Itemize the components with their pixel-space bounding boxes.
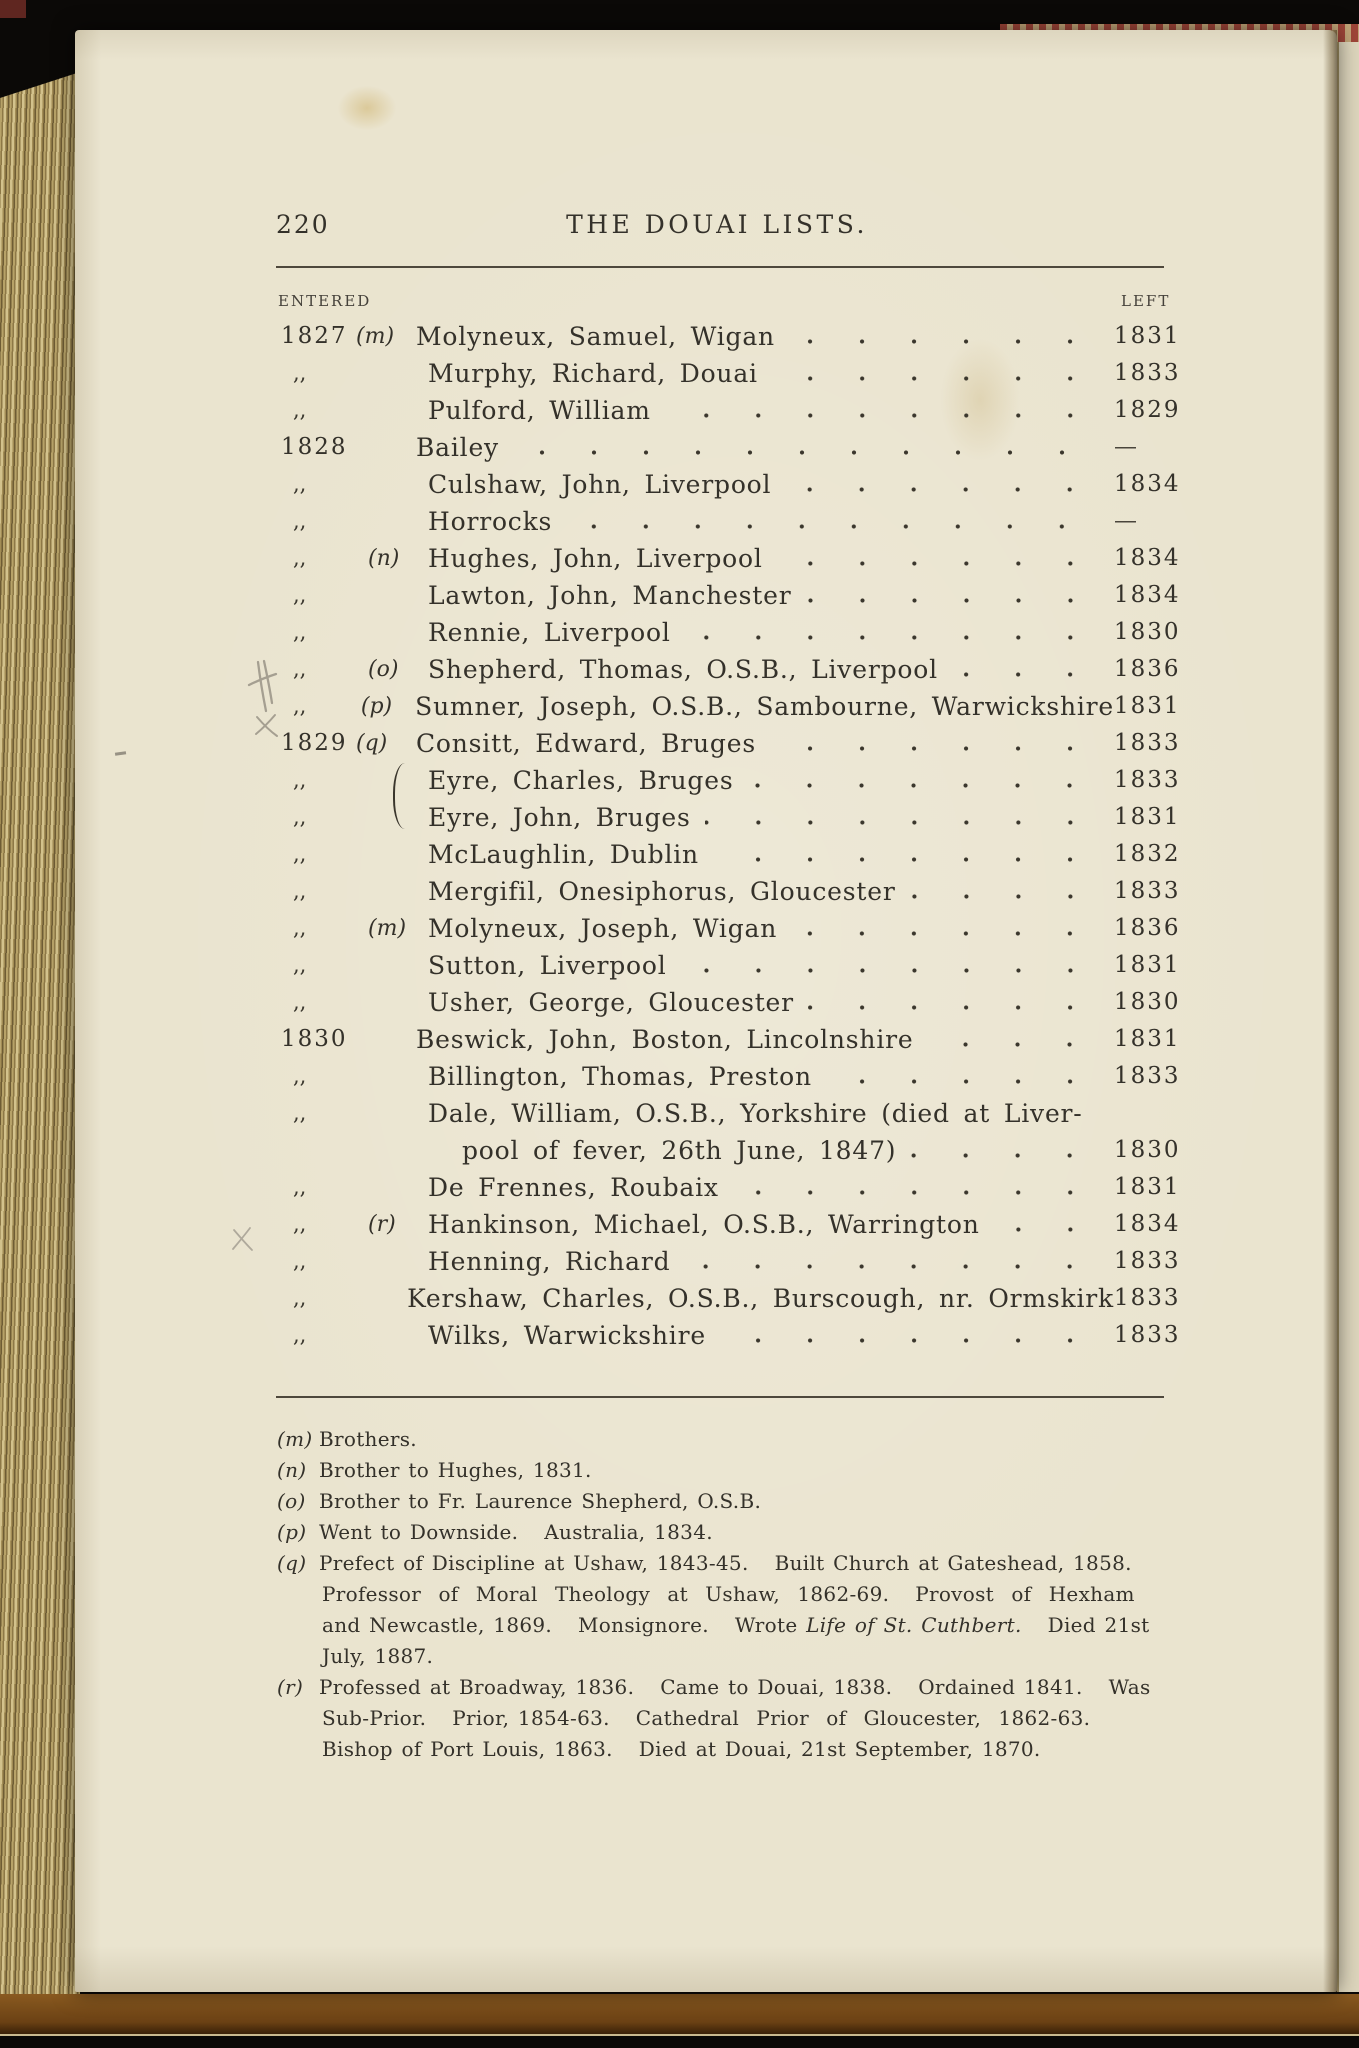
footnote-ref: [368, 836, 428, 873]
footnote-rule: [276, 1396, 1164, 1398]
dot-leader: [756, 725, 1114, 762]
footnote-ref: [368, 466, 428, 503]
left-year: [1114, 1095, 1176, 1132]
page-title: THE DOUAI LISTS.: [566, 210, 868, 239]
entered-year: ,,: [293, 990, 307, 1014]
left-year: 1830: [1114, 619, 1181, 645]
student-name: Usher, George, Gloucester: [428, 988, 794, 1017]
footnote-label: (q): [277, 1551, 307, 1575]
left-year: 1829: [1114, 397, 1181, 423]
footnote-text: Brother to Hughes, 1831.: [319, 1458, 592, 1482]
left-column-header: LEFT: [1121, 292, 1171, 310]
entered-year: ,,: [293, 620, 307, 644]
dot-leader: [812, 1058, 1114, 1095]
table-row: [281, 1095, 1176, 1132]
student-name: Henning, Richard: [428, 1247, 671, 1276]
student-name: Dale, William, O.S.B., Yorkshire (died at Liver-: [428, 1099, 1083, 1128]
dot-leader: [667, 947, 1114, 984]
student-name: Eyre, Charles, Bruges: [428, 766, 734, 795]
student-name: Hughes, John, Liverpool: [428, 544, 763, 573]
dot-leader: [670, 1243, 1114, 1280]
left-page-edges: [0, 72, 80, 2000]
table-row: [281, 1280, 1181, 1317]
student-name: Bailey: [416, 433, 499, 462]
left-year: —: [1114, 434, 1137, 460]
entered-year: ,,: [293, 509, 307, 533]
entered-year: ,,: [293, 768, 307, 792]
table-row: [281, 1317, 1181, 1354]
footnote-label: (n): [277, 1458, 307, 1482]
table-row: [281, 1169, 1181, 1206]
student-name: pool of fever, 26th June, 1847): [462, 1136, 897, 1165]
left-year: 1832: [1114, 841, 1181, 867]
table-row: [281, 1132, 1181, 1169]
dot-leader: [499, 429, 1106, 466]
footnote-label: (o): [277, 1489, 306, 1513]
left-year: 1836: [1114, 656, 1181, 682]
dot-leader: [671, 614, 1114, 651]
table-row: [281, 318, 1181, 355]
footnote-text-italic: Life of St. Cuthbert.: [806, 1613, 1022, 1637]
footnote-line: [277, 1641, 1177, 1672]
student-name: Mergifil, Onesiphorus, Gloucester: [428, 877, 896, 906]
footnote-text: Professed at Broadway, 1836. Came to Douai, 1838. Ordained 1841. Was: [319, 1675, 1151, 1699]
footnote-line: [277, 1455, 1177, 1486]
table-row: [281, 1058, 1181, 1095]
entered-year: ,,: [293, 1249, 307, 1273]
footnote-ref: (m): [368, 916, 407, 941]
footnote-ref: [368, 984, 428, 1021]
left-year: 1831: [1114, 1026, 1181, 1052]
footnote-ref: (n): [368, 546, 400, 571]
pencil-scribble-mark: [245, 658, 281, 716]
student-name: Sumner, Joseph, O.S.B., Sambourne, Warwickshire: [415, 692, 1114, 721]
entered-year: 1830: [281, 1026, 348, 1052]
dot-leader: [794, 984, 1114, 1021]
footnote-ref: [356, 1280, 407, 1317]
dot-leader: [896, 873, 1114, 910]
table-row: [281, 540, 1181, 577]
left-year: 1833: [1114, 360, 1181, 386]
footnote-text: Bishop of Port Louis, 1863. Died at Douai, 21st September, 1870.: [322, 1737, 1041, 1761]
table-row: [281, 1021, 1181, 1058]
student-name: Molyneux, Samuel, Wigan: [416, 322, 775, 351]
footnote-ref: (q): [356, 731, 388, 756]
table-row: [281, 429, 1176, 466]
table-row: [281, 799, 1181, 836]
left-year: 1831: [1114, 323, 1181, 349]
footnote-line: [277, 1734, 1177, 1765]
entry-rows: [281, 318, 1181, 1354]
footnote-label: (m): [277, 1427, 313, 1451]
entered-year: [281, 1132, 356, 1169]
entered-year: ,,: [293, 842, 307, 866]
footnote-line: [277, 1517, 1177, 1548]
dot-leader: [775, 318, 1114, 355]
dot-leader: [913, 1021, 1114, 1058]
dot-leader: [733, 762, 1114, 799]
left-year: 1833: [1114, 730, 1181, 756]
footnote-line: [277, 1548, 1177, 1579]
footnote-entry: [277, 1548, 1177, 1672]
left-year: 1831: [1114, 804, 1181, 830]
entered-year: ,,: [293, 879, 307, 903]
entered-year: ,,: [293, 398, 307, 422]
entered-column-header: ENTERED: [278, 292, 372, 310]
dot-leader: [1083, 1095, 1114, 1132]
dot-leader: [706, 1317, 1114, 1354]
dot-leader: [719, 1169, 1114, 1206]
left-year: 1831: [1114, 693, 1181, 719]
left-year: 1830: [1114, 989, 1181, 1015]
footnote-ref: [368, 1243, 428, 1280]
left-year: 1831: [1114, 952, 1181, 978]
footnote-ref: [368, 1058, 428, 1095]
table-row: [281, 1243, 1181, 1280]
entered-year: ,,: [293, 953, 307, 977]
dot-leader: [938, 651, 1114, 688]
left-year: 1836: [1114, 915, 1181, 941]
entered-year: ,,: [293, 916, 307, 940]
dot-leader: [699, 836, 1114, 873]
page-number: 220: [276, 210, 330, 239]
header-rule: [276, 266, 1164, 268]
table-row: [281, 1206, 1181, 1243]
footnote-entry: [277, 1672, 1177, 1765]
footnote-line: [277, 1672, 1177, 1703]
footnote-text: Sub-Prior. Prior, 1854-63. Cathedral Prior of Gloucester, 1862-63.: [322, 1706, 1091, 1730]
corner-binding: [0, 0, 26, 18]
student-name: Molyneux, Joseph, Wigan: [428, 914, 778, 943]
student-name: Sutton, Liverpool: [428, 951, 667, 980]
entered-year: ,,: [293, 361, 307, 385]
table-row: [281, 392, 1181, 429]
entered-year: ,,: [293, 546, 307, 570]
entered-year: ,,: [293, 583, 307, 607]
table-row: [281, 651, 1181, 688]
table-row: [281, 466, 1181, 503]
table-row: [281, 577, 1181, 614]
table-row: [281, 355, 1181, 392]
footnote-ref: (p): [360, 694, 393, 719]
dot-leader: [691, 799, 1114, 836]
footnote-text: and Newcastle, 1869. Monsignore. Wrote: [322, 1613, 807, 1637]
footnote-entry: [277, 1486, 1177, 1517]
footnote-ref: (m): [356, 324, 395, 349]
table-row: [281, 762, 1181, 799]
left-year: 1834: [1114, 582, 1181, 608]
footnote-ref: (o): [368, 657, 399, 682]
left-year: 1833: [1114, 878, 1181, 904]
student-name: Pulford, William: [428, 396, 651, 425]
right-page-edge: [1337, 42, 1359, 1992]
footnote-ref: [368, 1095, 428, 1132]
dot-leader: [777, 910, 1114, 947]
footnote-ref: [368, 577, 428, 614]
footnote-label: (r): [277, 1675, 304, 1699]
student-name: Culshaw, John, Liverpool: [428, 470, 772, 499]
student-name: Hankinson, Michael, O.S.B., Warrington: [428, 1210, 980, 1239]
footnote-line: [277, 1610, 1177, 1641]
student-name: Billington, Thomas, Preston: [428, 1062, 812, 1091]
student-name: Wilks, Warwickshire: [428, 1321, 706, 1350]
eyre-rows-brace: [393, 763, 408, 829]
gutter-fold-shadow: [1323, 30, 1337, 1992]
entered-year: ,,: [293, 694, 307, 718]
student-name: Beswick, John, Boston, Lincolnshire: [416, 1025, 914, 1054]
entered-year: ,,: [293, 1323, 307, 1347]
pencil-x-mark: [254, 712, 280, 738]
entered-year: 1829: [281, 730, 348, 756]
left-year: 1834: [1114, 471, 1181, 497]
footnotes: [277, 1424, 1177, 1765]
left-year: —: [1114, 508, 1137, 534]
entered-year: ,,: [293, 1064, 307, 1088]
footnote-ref: (r): [368, 1212, 396, 1237]
book-page: [75, 30, 1337, 1992]
dot-leader: [763, 540, 1114, 577]
leather-cover-edge: [0, 1994, 1359, 2036]
footnote-text: Brother to Fr. Laurence Shepherd, O.S.B.: [319, 1489, 762, 1513]
dot-leader: [896, 1132, 1114, 1169]
footnote-ref: [368, 392, 428, 429]
footnote-text: Prefect of Discipline at Ushaw, 1843-45. Built Church at Gateshead, 1858.: [319, 1551, 1132, 1575]
footnote-label: (p): [277, 1520, 307, 1544]
student-name: De Frennes, Roubaix: [428, 1173, 719, 1202]
left-year: 1833: [1114, 1248, 1181, 1274]
footnote-text: Went to Downside. Australia, 1834.: [319, 1520, 713, 1544]
footnote-line: [277, 1703, 1177, 1734]
student-name: Rennie, Liverpool: [428, 618, 671, 647]
dot-leader: [792, 577, 1115, 614]
dot-leader: [771, 466, 1114, 503]
left-year: 1833: [1114, 1322, 1181, 1348]
entered-year: ,,: [293, 1175, 307, 1199]
footnote-entry: [277, 1424, 1177, 1455]
footnote-entry: [277, 1455, 1177, 1486]
footnote-text: Professor of Moral Theology at Ushaw, 1862-69. Provost of Hexham: [322, 1582, 1135, 1606]
entered-year: ,,: [293, 1101, 307, 1125]
student-name: Kershaw, Charles, O.S.B., Burscough, nr. Ormskirk: [407, 1284, 1114, 1313]
left-year: 1834: [1114, 545, 1181, 571]
entered-year: ,,: [293, 805, 307, 829]
footnote-text: July, 1887.: [322, 1644, 434, 1668]
footnote-ref: [356, 1021, 416, 1058]
footnote-ref: [368, 355, 428, 392]
entered-year: 1827: [281, 323, 348, 349]
table-row: [281, 947, 1181, 984]
left-year: 1833: [1114, 767, 1181, 793]
dot-leader: [980, 1206, 1114, 1243]
dot-leader: [651, 392, 1114, 429]
table-row: [281, 984, 1181, 1021]
entered-year: ,,: [293, 472, 307, 496]
footnote-ref: [368, 1169, 428, 1206]
student-name: Consitt, Edward, Bruges: [416, 729, 756, 758]
student-name: Murphy, Richard, Douai: [428, 359, 758, 388]
entered-year: ,,: [293, 657, 307, 681]
footnote-text: Died 21st: [1021, 1613, 1150, 1637]
footnote-line: [277, 1486, 1177, 1517]
table-row: [281, 873, 1181, 910]
footnote-ref: [356, 429, 416, 466]
pencil-dash-mark: [115, 751, 126, 755]
entered-year: ,,: [293, 1212, 307, 1236]
table-row: [281, 836, 1181, 873]
student-name: Shepherd, Thomas, O.S.B., Liverpool: [428, 655, 938, 684]
dot-leader: [552, 503, 1106, 540]
table-row: [281, 688, 1181, 725]
entered-year: 1828: [281, 434, 348, 460]
footnote-line: [277, 1579, 1177, 1610]
table-row: [281, 503, 1176, 540]
dot-leader: [758, 355, 1114, 392]
left-year: 1833: [1114, 1285, 1181, 1311]
table-row: [281, 725, 1181, 762]
left-year: 1834: [1114, 1211, 1181, 1237]
footnote-text: Brothers.: [319, 1427, 417, 1451]
footnote-ref: [368, 1317, 428, 1354]
left-year: 1833: [1114, 1063, 1181, 1089]
footnote-entry: [277, 1517, 1177, 1548]
footnote-ref: [368, 503, 428, 540]
left-year: 1830: [1114, 1137, 1181, 1163]
footnote-line: [277, 1424, 1177, 1455]
left-year: 1831: [1114, 1174, 1181, 1200]
footnote-ref: [356, 1132, 416, 1169]
student-name: Eyre, John, Bruges: [428, 803, 691, 832]
student-name: McLaughlin, Dublin: [428, 840, 699, 869]
student-name: Horrocks: [428, 507, 553, 536]
table-row: [281, 910, 1181, 947]
footnote-ref: [368, 614, 428, 651]
student-name: Lawton, John, Manchester: [428, 581, 792, 610]
table-row: [281, 614, 1181, 651]
entered-year: ,,: [293, 1286, 307, 1310]
pencil-x-mark-2: [230, 1226, 256, 1252]
footnote-ref: [368, 873, 428, 910]
footnote-ref: [368, 947, 428, 984]
